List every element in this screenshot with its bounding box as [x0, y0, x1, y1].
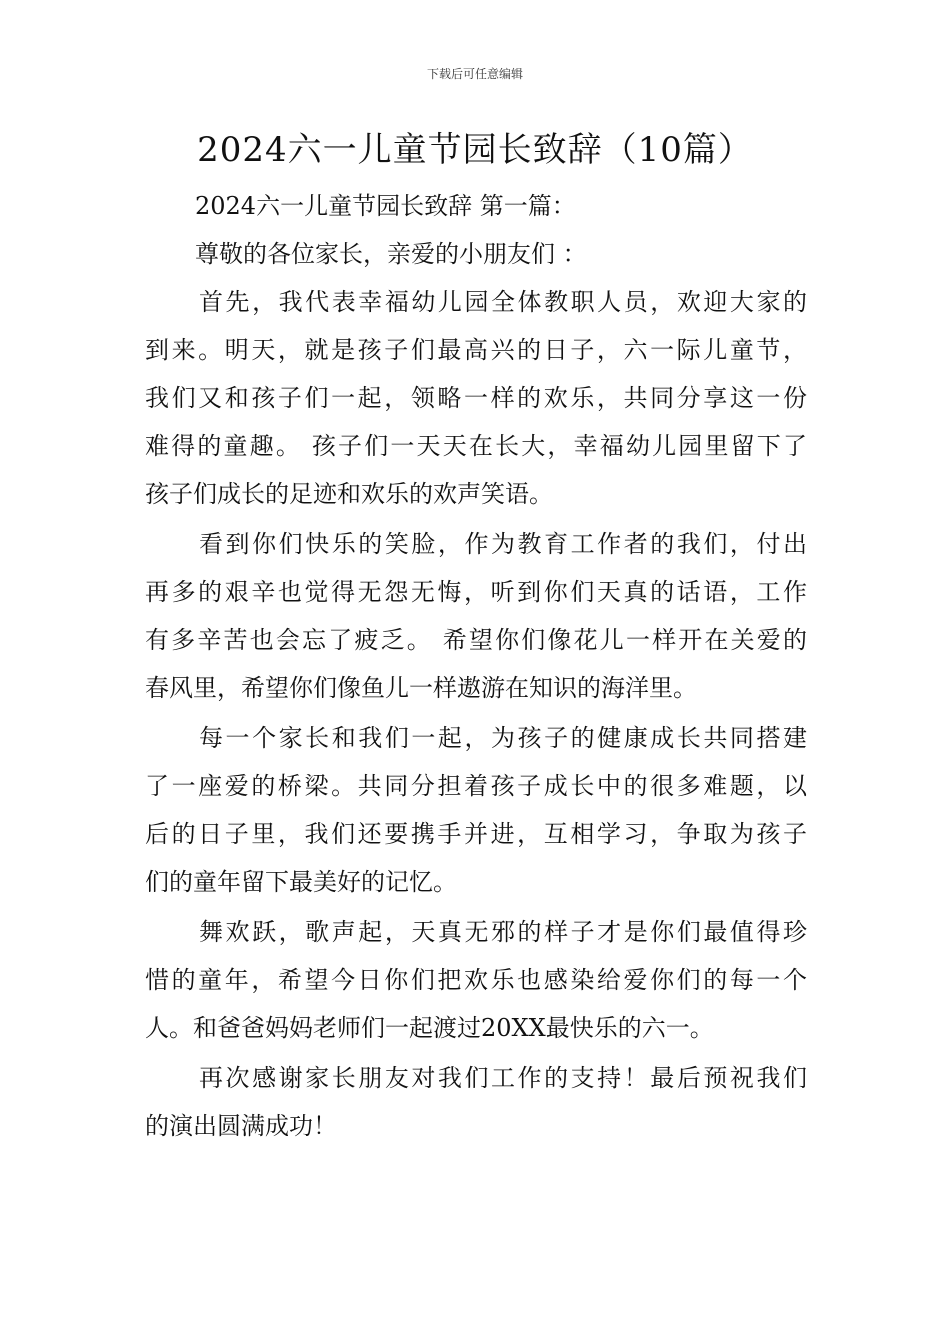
- paragraph-line: 人。和爸爸妈妈老师们一起渡过20XX最快乐的六一。: [145, 1014, 714, 1042]
- paragraph-line: 有多辛苦也会忘了疲乏。 希望你们像花儿一样开在关爱的: [145, 626, 807, 654]
- paragraph-line: 孩子们成长的足迹和欢乐的欢声笑语。: [145, 480, 553, 508]
- salutation: 尊敬的各位家长，亲爱的小朋友们 ：: [195, 240, 587, 268]
- paragraph-1: [145, 278, 807, 518]
- paragraph-line: 春风里，希望你们像鱼儿一样遨游在知识的海洋里。: [145, 674, 697, 702]
- paragraph-4: [145, 908, 807, 1052]
- paragraph-line: 每一个家长和我们一起，为孩子的健康成长共同搭建: [199, 724, 807, 752]
- document-title: 2024六一儿童节园长致辞（10篇）: [197, 130, 753, 170]
- paragraph-5: [145, 1054, 807, 1150]
- paragraph-line: 到来。明天，就是孩子们最高兴的日子，六一际儿童节，: [145, 336, 807, 364]
- header-note: 下载后可任意编辑: [426, 67, 523, 81]
- paragraph-3: [145, 714, 807, 906]
- paragraph-line: 了一座爱的桥梁。共同分担着孩子成长中的很多难题，以: [145, 772, 807, 800]
- paragraph-line: 我们又和孩子们一起，领略一样的欢乐，共同分享这一份: [145, 384, 807, 412]
- document-body: [145, 182, 807, 1152]
- paragraph-line: 难得的童趣。 孩子们一天天在长大，幸福幼儿园里留下了: [145, 432, 807, 460]
- paragraph-line: 惜的童年，希望今日你们把欢乐也感染给爱你们的每一个: [145, 966, 807, 994]
- paragraph-line: 后的日子里，我们还要携手并进，互相学习，争取为孩子: [145, 820, 807, 848]
- paragraph-line: 舞欢跃，歌声起，天真无邪的样子才是你们最值得珍: [199, 918, 807, 946]
- paragraph-line: 看到你们快乐的笑脸，作为教育工作者的我们，付出: [199, 530, 807, 558]
- paragraph-2: [145, 520, 807, 712]
- paragraph-line: 的演出圆满成功！: [145, 1112, 337, 1140]
- section-subtitle: 2024六一儿童节园长致辞 第一篇：: [195, 192, 576, 220]
- paragraph-line: 再多的艰辛也觉得无怨无悔，听到你们天真的话语，工作: [145, 578, 807, 606]
- paragraph-line: 们的童年留下最美好的记忆。: [145, 868, 457, 896]
- paragraph-line: 再次感谢家长朋友对我们工作的支持！最后预祝我们: [199, 1064, 807, 1092]
- paragraph-line: 首先，我代表幸福幼儿园全体教职人员，欢迎大家的: [199, 288, 807, 316]
